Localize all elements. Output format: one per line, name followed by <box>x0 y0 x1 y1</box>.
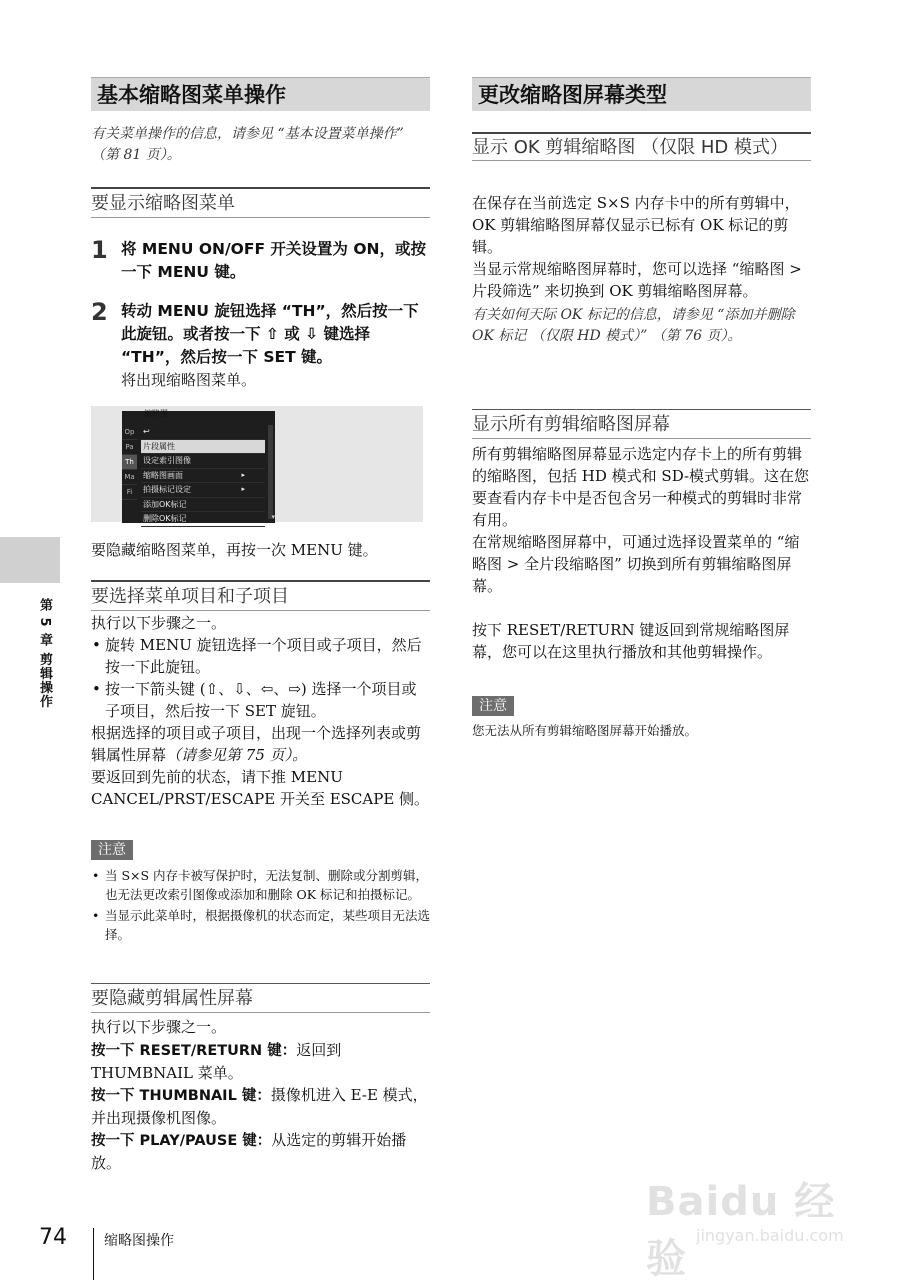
menu-item[interactable]: 拍摄标记设定 ▸ <box>141 483 265 498</box>
footer-section: 缩略图操作 <box>104 1233 174 1249</box>
select-items-after: 根据选择的项目或子项目，出现一个选择列表或剪辑属性屏幕（请参见第 75 页）。 <box>91 724 422 764</box>
menu-tab[interactable]: Fi <box>122 485 137 500</box>
hide-clip-props-item: 按一下 PLAY/PAUSE 键：从选定的剪辑开始播放。 <box>91 1131 407 1172</box>
select-items-body <box>91 612 430 810</box>
menu-item[interactable]: 删除OK标记 <box>141 512 265 527</box>
ok-clip-paragraph: 当显示常规缩略图屏幕时，您可以选择 “缩略图 > 片段筛选” 来切换到 OK 剪辑缩略图屏幕。 <box>472 260 802 300</box>
chapter-label: 第 5 章 剪辑操作 <box>37 598 52 709</box>
note-item: • 当 S×S 内存卡被写保护时，无法复制、删除或分割剪辑，也无法更改索引图像或添加和删除 OK 标记和拍摄标记。 <box>91 866 430 904</box>
menu-item[interactable]: 设定索引图像 <box>141 454 265 469</box>
hide-menu-text: 要隐藏缩略图菜单，再按一次 MENU 键。 <box>91 541 378 559</box>
menu-tabs <box>122 425 137 500</box>
step-2-text <box>121 300 431 392</box>
all-clips-paragraph: 所有剪辑缩略图屏幕显示选定内存卡上的所有剪辑的缩略图，包括 HD 模式和 SD-模式剪辑。这在您要查看内存卡中是否包含另一种模式的剪辑时非常有用。 <box>472 445 810 529</box>
select-items-intro: 执行以下步骤之一。 <box>91 614 227 632</box>
menu-scrollbar[interactable] <box>268 425 273 519</box>
all-clips-body <box>472 443 811 663</box>
note-badge: 注意 <box>91 840 133 860</box>
menu-item[interactable]: 缩略图画面 ▸ <box>141 469 265 484</box>
step-2-result: 将出现缩略图菜单。 <box>121 371 257 389</box>
step-1-number: 1 <box>91 236 108 264</box>
menu-items <box>141 425 265 527</box>
ok-clip-body <box>472 192 811 347</box>
menu-item-return[interactable]: ↩ <box>141 425 265 440</box>
select-items-escape: 要返回到先前的状态，请下推 MENU CANCEL/PRST/ESCAPE 开关至 ESCAPE 侧。 <box>91 768 430 808</box>
menu-tab[interactable]: Op <box>122 425 137 440</box>
submenu-arrow-icon: ▸ <box>241 470 245 479</box>
note-item: • 当显示此菜单时，根据摄像机的状态而定，某些项目无法选择。 <box>91 906 430 944</box>
menu-tab-active[interactable]: Th <box>122 455 137 470</box>
select-items-bullet: • 旋转 MENU 旋钮选择一个项目或子项目，然后按一下此旋钮。 <box>91 634 430 678</box>
menu-item[interactable]: 添加OK标记 <box>141 498 265 513</box>
hide-clip-props-intro: 执行以下步骤之一。 <box>91 1018 227 1036</box>
scroll-down-icon: ▾ <box>271 513 275 521</box>
chapter-tab <box>0 537 60 583</box>
watermark-url: jingyan.baidu.com <box>696 1226 844 1245</box>
watermark <box>646 1160 856 1282</box>
hide-clip-props-item: 按一下 RESET/RETURN 键：返回到 THUMBNAIL 菜单。 <box>91 1041 342 1082</box>
select-items-bullet: • 按一下箭头键 (⇧、⇩、⇦、⇨) 选择一个项目或子项目，然后按一下 SET 旋钮。 <box>91 678 430 722</box>
note-badge: 注意 <box>472 696 514 716</box>
watermark-logo: Baidu 经验 <box>646 1179 836 1282</box>
subheading-show-menu: 要显示缩略图菜单 <box>91 187 430 218</box>
section-heading-basic-thumbnail-menu: 基本缩略图菜单操作 <box>91 77 430 111</box>
menu-screen <box>122 411 275 523</box>
page-number: 74 <box>39 1225 67 1250</box>
step-1-text: 将 MENU ON/OFF 开关设置为 ON，或按一下 MENU 键。 <box>121 240 426 281</box>
thumbnail-menu-screenshot <box>91 406 423 522</box>
ok-clip-reference: 有关如何天际 OK 标记的信息，请参见 “添加并删除 OK 标记 （仅限 HD 模式）” （第 76 页）。 <box>472 307 795 344</box>
note-list <box>91 866 430 944</box>
intro-reference: 有关菜单操作的信息，请参见 “基本设置菜单操作” （第 81 页）。 <box>91 126 404 163</box>
subheading-ok-clip-thumbnails: 显示 OK 剪辑缩略图 （仅限 HD 模式） <box>472 132 811 161</box>
subheading-all-clips: 显示所有剪辑缩略图屏幕 <box>472 409 811 439</box>
subheading-hide-clip-props: 要隐藏剪辑属性屏幕 <box>91 983 430 1013</box>
menu-item-selected[interactable]: 片段属性 <box>141 440 265 455</box>
step-2-number: 2 <box>91 298 108 326</box>
footer-divider <box>93 1228 94 1280</box>
note-text: 您无法从所有剪辑缩略图屏幕开始播放。 <box>472 723 698 738</box>
all-clips-paragraph: 在常规缩略图屏幕中，可通过选择设置菜单的 “缩略图 > 全片段缩略图” 切换到所有剪辑缩略图屏幕。 <box>472 533 800 595</box>
hide-clip-props-body <box>91 1016 430 1174</box>
all-clips-paragraph: 按下 RESET/RETURN 键返回到常规缩略图屏幕，您可以在这里执行播放和其他剪辑操作。 <box>472 621 790 661</box>
menu-tab[interactable]: Ma <box>122 470 137 485</box>
submenu-arrow-icon: ▸ <box>241 485 245 493</box>
step-2-instruction: 转动 MENU 旋钮选择 “TH”，然后按一下此旋钮。或者按一下 ⇧ 或 ⇩ 键选择 “TH”，然后按一下 SET 键。 <box>121 302 419 366</box>
menu-title: 缩略图 <box>144 409 168 418</box>
ok-clip-paragraph: 在保存在当前选定 S×S 内存卡中的所有剪辑中，OK 剪辑缩略图屏幕仅显示已标有 OK 标记的剪辑。 <box>472 194 800 256</box>
subheading-select-items: 要选择菜单项目和子项目 <box>91 580 430 611</box>
menu-tab[interactable]: Pa <box>122 440 137 455</box>
section-heading-change-screen-type: 更改缩略图屏幕类型 <box>472 77 811 111</box>
hide-clip-props-item: 按一下 THUMBNAIL 键：摄像机进入 E-E 模式，并出现摄像机图像。 <box>91 1086 428 1127</box>
